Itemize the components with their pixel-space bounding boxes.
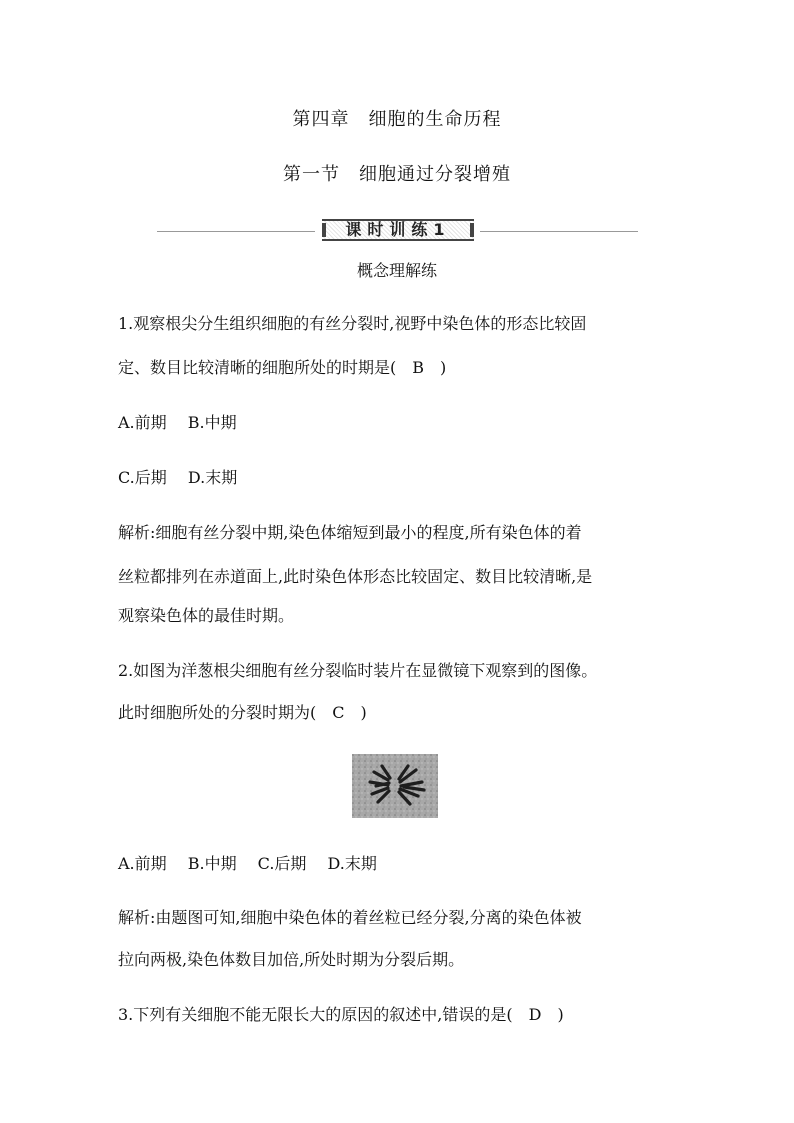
subsection-title: 概念理解练 [356,261,437,280]
micrograph-image [352,754,438,818]
lesson-banner: 课时训练1 [322,219,474,241]
q1-stem-close: ) [440,358,447,377]
q1-answer: B [412,358,425,377]
q2-options: A.前期 B.中期 C.后期 D.末期 [118,854,377,873]
q1-stem-line-2 [118,355,446,378]
q2-stem-line-2 [118,700,367,723]
divider-left [157,231,315,232]
q3-stem [118,1002,564,1025]
q2-stem-line-1: 2.如图为洋葱根尖细胞有丝分裂临时装片在显微镜下观察到的图像。 [118,661,598,680]
q3-stem-text: 3.下列有关细胞不能无限长大的原因的叙述中,错误的是( [118,1005,513,1024]
section-title: 第一节 细胞通过分裂增殖 [283,164,511,185]
q1-analysis-line-1: 解析:细胞有丝分裂中期,染色体缩短到最小的程度,所有染色体的着 [118,523,582,542]
q2-analysis-line-1: 解析:由题图可知,细胞中染色体的着丝粒已经分裂,分离的染色体被 [118,908,582,927]
q3-stem-close: ) [557,1005,564,1024]
q2-stem-close: ) [360,703,367,722]
q2-answer: C [332,703,345,722]
q1-analysis-line-2: 丝粒都排列在赤道面上,此时染色体形态比较固定、数目比较清晰,是 [118,567,593,586]
chapter-title: 第四章 细胞的生命历程 [292,109,502,130]
q1-stem-text: 定、数目比较清晰的细胞所处的时期是( [118,358,397,377]
q2-stem-text: 此时细胞所处的分裂时期为( [118,703,317,722]
q1-options-row-2: C.后期 D.末期 [118,468,238,487]
q1-stem-line-1: 1.观察根尖分生组织细胞的有丝分裂时,视野中染色体的形态比较固 [118,314,587,333]
q1-options-row-1: A.前期 B.中期 [118,413,237,432]
q2-analysis-line-2: 拉向两极,染色体数目加倍,所处时期为分裂后期。 [118,950,465,969]
q3-answer: D [528,1005,542,1024]
q1-analysis-line-3: 观察染色体的最佳时期。 [118,606,295,625]
divider-right [480,231,638,232]
